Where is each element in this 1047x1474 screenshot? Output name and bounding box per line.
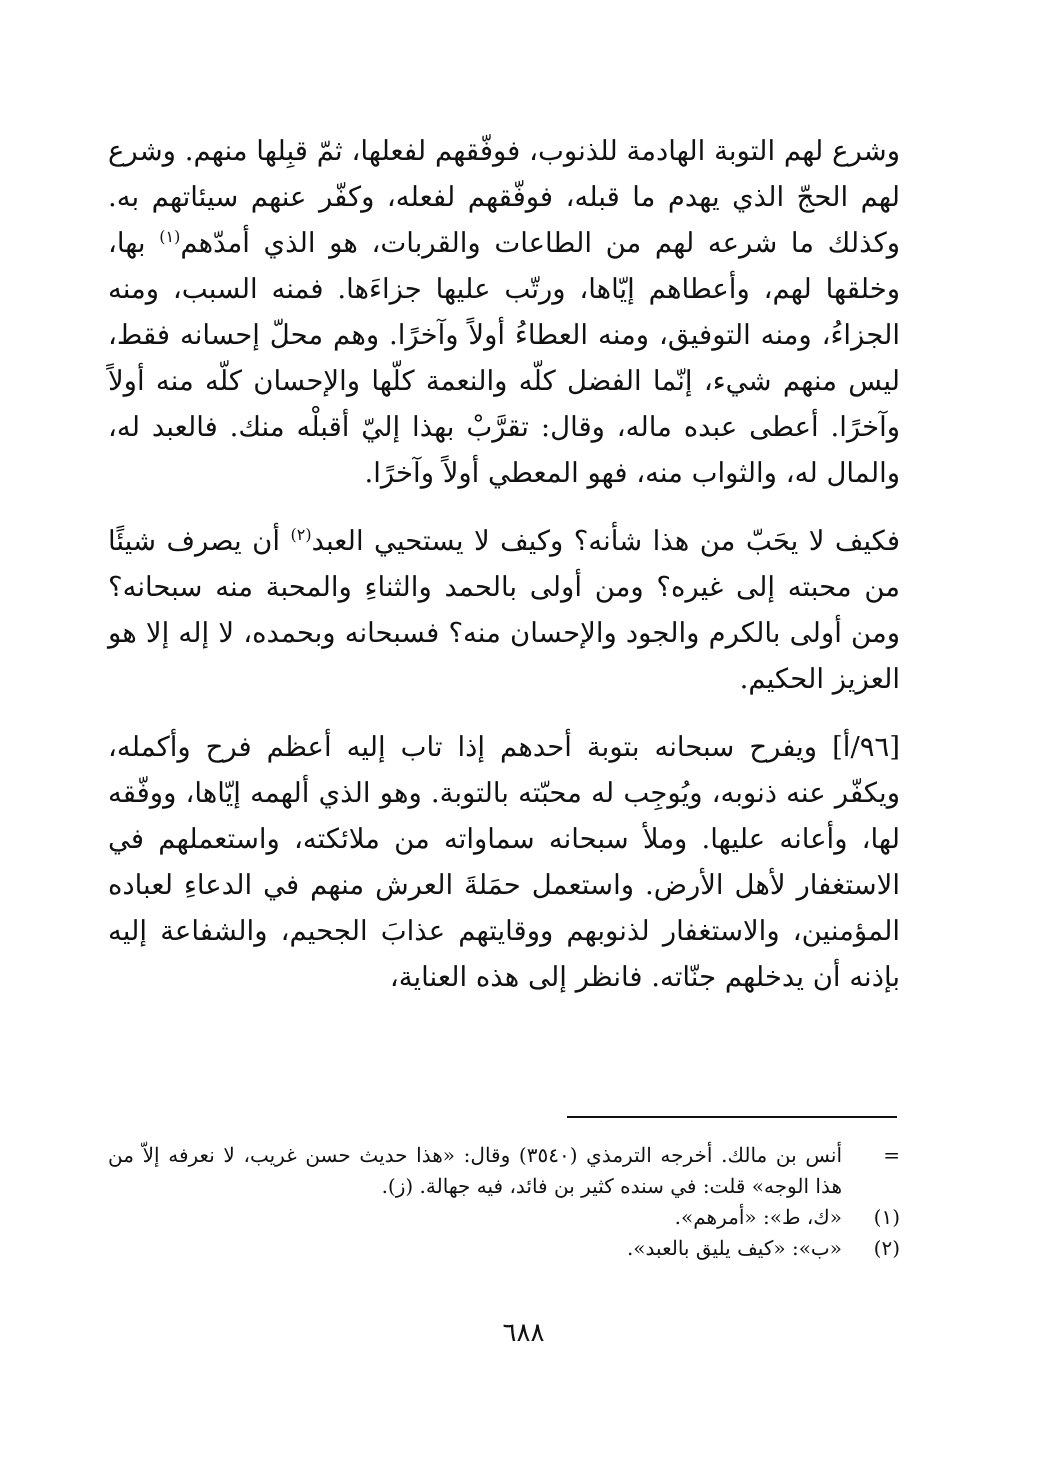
paragraph-text: بها، وخلقها لهم، وأعطاهم إيّاها، ورتّب عليها جزاءَها. فمنه السبب، ومنه الجزاءُ، ومنه التوفيق، ومنه العطاءُ أولاً وآخرًا. وهم محلّ إحسانه فقط، ليس منهم شيء، إنّما الفضل كلّه والنعمة كلّها والإحسان كلّه منه أولاً وآخرًا. أعطى عبده ماله، وقال: تقرَّبْ بهذا إليّ أقبلْه منك. فالعبد له، والمال له، والثواب منه، فهو المعطي أولاً وآخرًا. xyxy=(108,227,900,489)
footnote-marker: (١) xyxy=(873,1205,900,1229)
footnote-divider xyxy=(567,1116,897,1118)
footnote-text: «ك، ط»: «أمرهم». xyxy=(674,1205,842,1229)
footnote-text: «ب»: «كيف يليق بالعبد». xyxy=(626,1236,842,1260)
page-number: ٦٨٨ xyxy=(502,1318,545,1348)
paragraph-text: [٩٦/أ] ويفرح سبحانه بتوبة أحدهم إذا تاب إليه أعظم فرح وأكمله، ويكفّر عنه ذنوبه، ويُوجِب له محبّته بالتوبة. وهو الذي ألهمه إيّاها، ووفّقه لها، وأعانه عليها. وملأ سبحانه سماواته من ملائكته، واستعملهم في الاستغفار لأهل الأرض. واستعمل حمَلةَ العرش منهم في الدعاءِ لعباده المؤمنين، والاستغفار لذنوبهم ووقايتهم عذابَ الجحيم، والشفاعة إليه بإذنه أن يدخلهم جنّاته. فانظر إلى هذه العناية، xyxy=(108,731,900,993)
footnote-continuation xyxy=(108,1140,900,1202)
paragraph-text: فكيف لا يحَبّ من هذا شأنه؟ وكيف لا يستحيي العبد xyxy=(311,525,900,557)
paragraph-2 xyxy=(108,518,900,702)
footnote-2 xyxy=(108,1233,900,1264)
paragraph-text: أن يصرف شيئًا من محبته إلى غيره؟ ومن أولى بالحمد والثناءِ والمحبة منه سبحانه؟ ومن أولى بالكرم والجود والإحسان منه؟ فسبحانه وبحمده، لا إله إلا هو العزيز الحكيم. xyxy=(108,525,900,695)
footnote-marker: = xyxy=(883,1143,900,1167)
paragraph-text: وشرع لهم التوبة الهادمة للذنوب، فوفّقهم لفعلها، ثمّ قبِلها منهم. وشرع لهم الحجّ الذي يهدم ما قبله، فوفّقهم لفعله، وكفّر عنهم سيئاتهم به. وكذلك ما شرعه لهم من الطاعات والقربات، هو الذي أمدّهم xyxy=(108,135,900,259)
footnotes xyxy=(108,1140,900,1264)
paragraph-1 xyxy=(108,128,900,496)
footnote-reference: (١) xyxy=(159,226,181,246)
paragraph-3 xyxy=(108,724,900,1000)
footnote-marker: (٢) xyxy=(873,1236,900,1260)
footnote-1 xyxy=(108,1202,900,1233)
footnote-text: أنس بن مالك. أخرجه الترمذي (٣٥٤٠) وقال: «هذا حديث حسن غريب، لا نعرفه إلاّ من هذا الوجه» قلت: في سنده كثير بن فائد، فيه جهالة. (ز). xyxy=(108,1143,842,1198)
main-text xyxy=(108,128,900,1000)
footnote-reference: (٢) xyxy=(290,524,312,544)
